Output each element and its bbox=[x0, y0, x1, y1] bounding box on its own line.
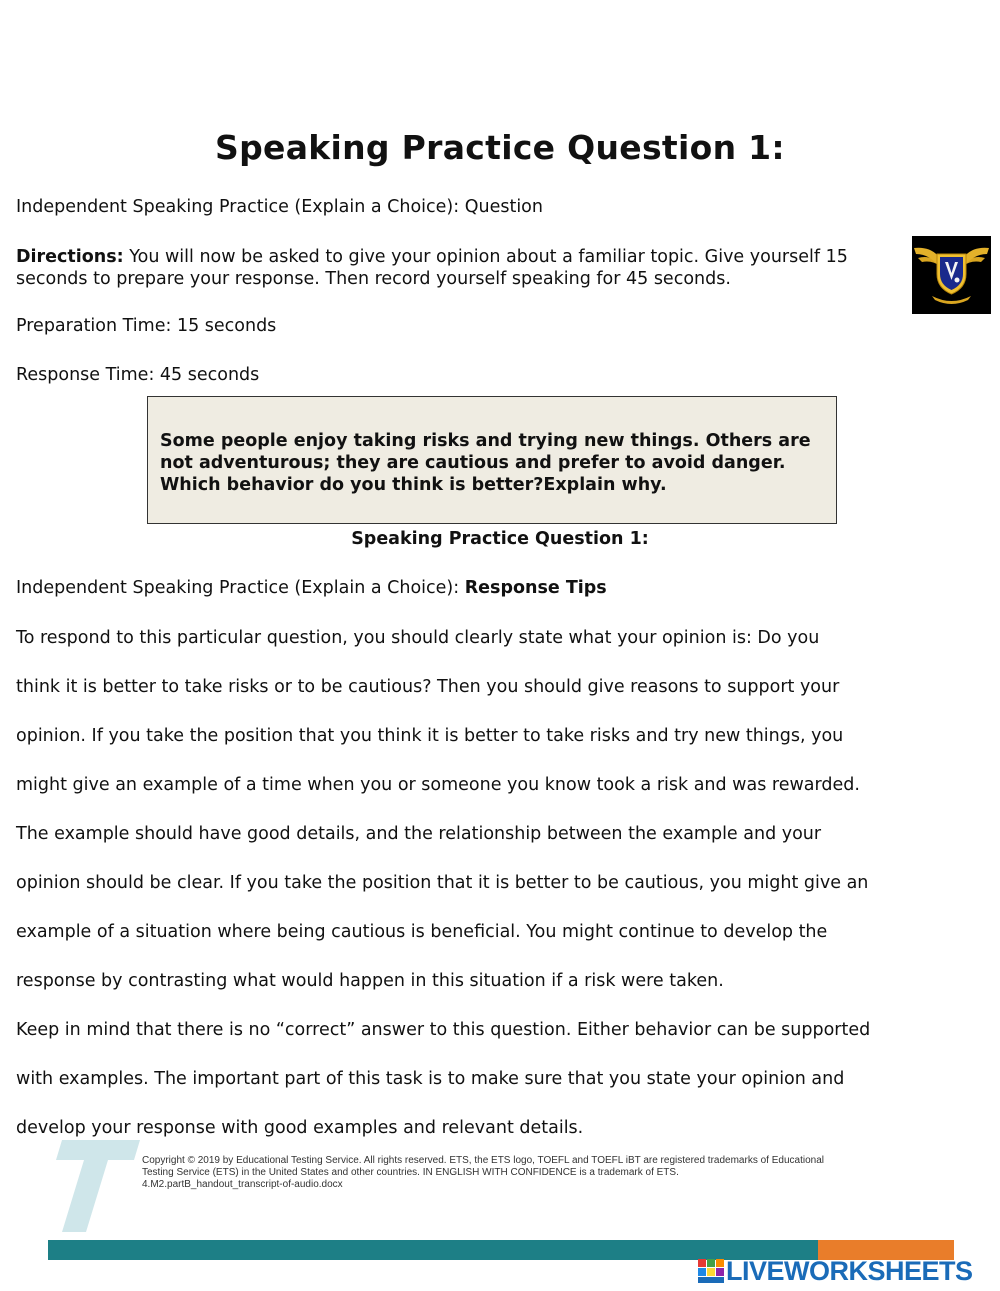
section-subtitle: Speaking Practice Question 1: bbox=[351, 529, 649, 549]
liveworksheets-watermark[interactable]: LIVEWORKSHEETS bbox=[726, 1256, 973, 1286]
tips-line: Keep in mind that there is no “correct” answer to this question. Either behavior can be supported bbox=[16, 1020, 871, 1040]
footer-line: 4.M2.partB_handout_transcript-of-audio.docx bbox=[142, 1179, 343, 1190]
tips-line: might give an example of a time when you or someone you know took a risk and was rewarded. bbox=[16, 775, 860, 795]
tips-line: opinion should be clear. If you take the position that it is better to be cautious, you might give an bbox=[16, 873, 869, 893]
page-title: Speaking Practice Question 1: bbox=[215, 128, 785, 167]
intro-line: Independent Speaking Practice (Explain a Choice): Question bbox=[16, 197, 543, 217]
tips-line: with examples. The important part of this task is to make sure that you state your opinion and bbox=[16, 1069, 845, 1089]
tips-line: think it is better to take risks or to be cautious? Then you should give reasons to support your bbox=[16, 677, 840, 697]
tips-line: opinion. If you take the position that you think it is better to take risks and try new things, you bbox=[16, 726, 844, 746]
tips-line: To respond to this particular question, you should clearly state what your opinion is: Do you bbox=[16, 628, 820, 648]
letter-t-icon bbox=[50, 1138, 140, 1234]
tips-line: develop your response with good examples and relevant details. bbox=[16, 1118, 584, 1138]
tips-heading bbox=[16, 578, 607, 598]
copyright-footer bbox=[142, 1155, 902, 1191]
tips-heading-prefix: Independent Speaking Practice (Explain a Choice): bbox=[16, 578, 465, 598]
question-line: not adventurous; they are cautious and prefer to avoid danger. bbox=[160, 453, 786, 473]
footer-line: Testing Service (ETS) in the United States and other countries. IN ENGLISH WITH CONFIDENCE is a trademark of ETS. bbox=[142, 1167, 679, 1178]
tips-line: example of a situation where being cautious is beneficial. You might continue to develop the bbox=[16, 922, 828, 942]
footer-bar-teal bbox=[48, 1240, 818, 1260]
response-time: Response Time: 45 seconds bbox=[16, 365, 260, 385]
question-text bbox=[160, 430, 830, 496]
footer-line: Copyright © 2019 by Educational Testing Service. All rights reserved. ETS, the ETS logo, TOEFL and TOEFL iBT are registered trademarks of Educational bbox=[142, 1155, 824, 1166]
academy-logo bbox=[912, 236, 991, 314]
directions-paragraph bbox=[16, 246, 896, 290]
question-line: Which behavior do you think is better?Explain why. bbox=[160, 475, 667, 495]
tips-heading-bold: Response Tips bbox=[464, 578, 607, 598]
liveworksheets-badge-icon bbox=[698, 1259, 724, 1283]
directions-label: Directions: bbox=[16, 247, 124, 267]
question-line: Some people enjoy taking risks and trying new things. Others are bbox=[160, 431, 811, 451]
directions-text: You will now be asked to give your opinion about a familiar topic. Give yourself 15 seconds to prepare your response. Then record yourself speaking for 45 seconds. bbox=[16, 247, 848, 289]
preparation-time: Preparation Time: 15 seconds bbox=[16, 316, 277, 336]
tips-line: response by contrasting what would happen in this situation if a risk were taken. bbox=[16, 971, 724, 991]
tips-line: The example should have good details, and the relationship between the example and your bbox=[16, 824, 822, 844]
toefl-t-logo bbox=[50, 1138, 140, 1234]
response-tips bbox=[16, 627, 896, 1166]
question-box bbox=[147, 396, 837, 524]
eagle-shield-icon bbox=[912, 236, 991, 314]
